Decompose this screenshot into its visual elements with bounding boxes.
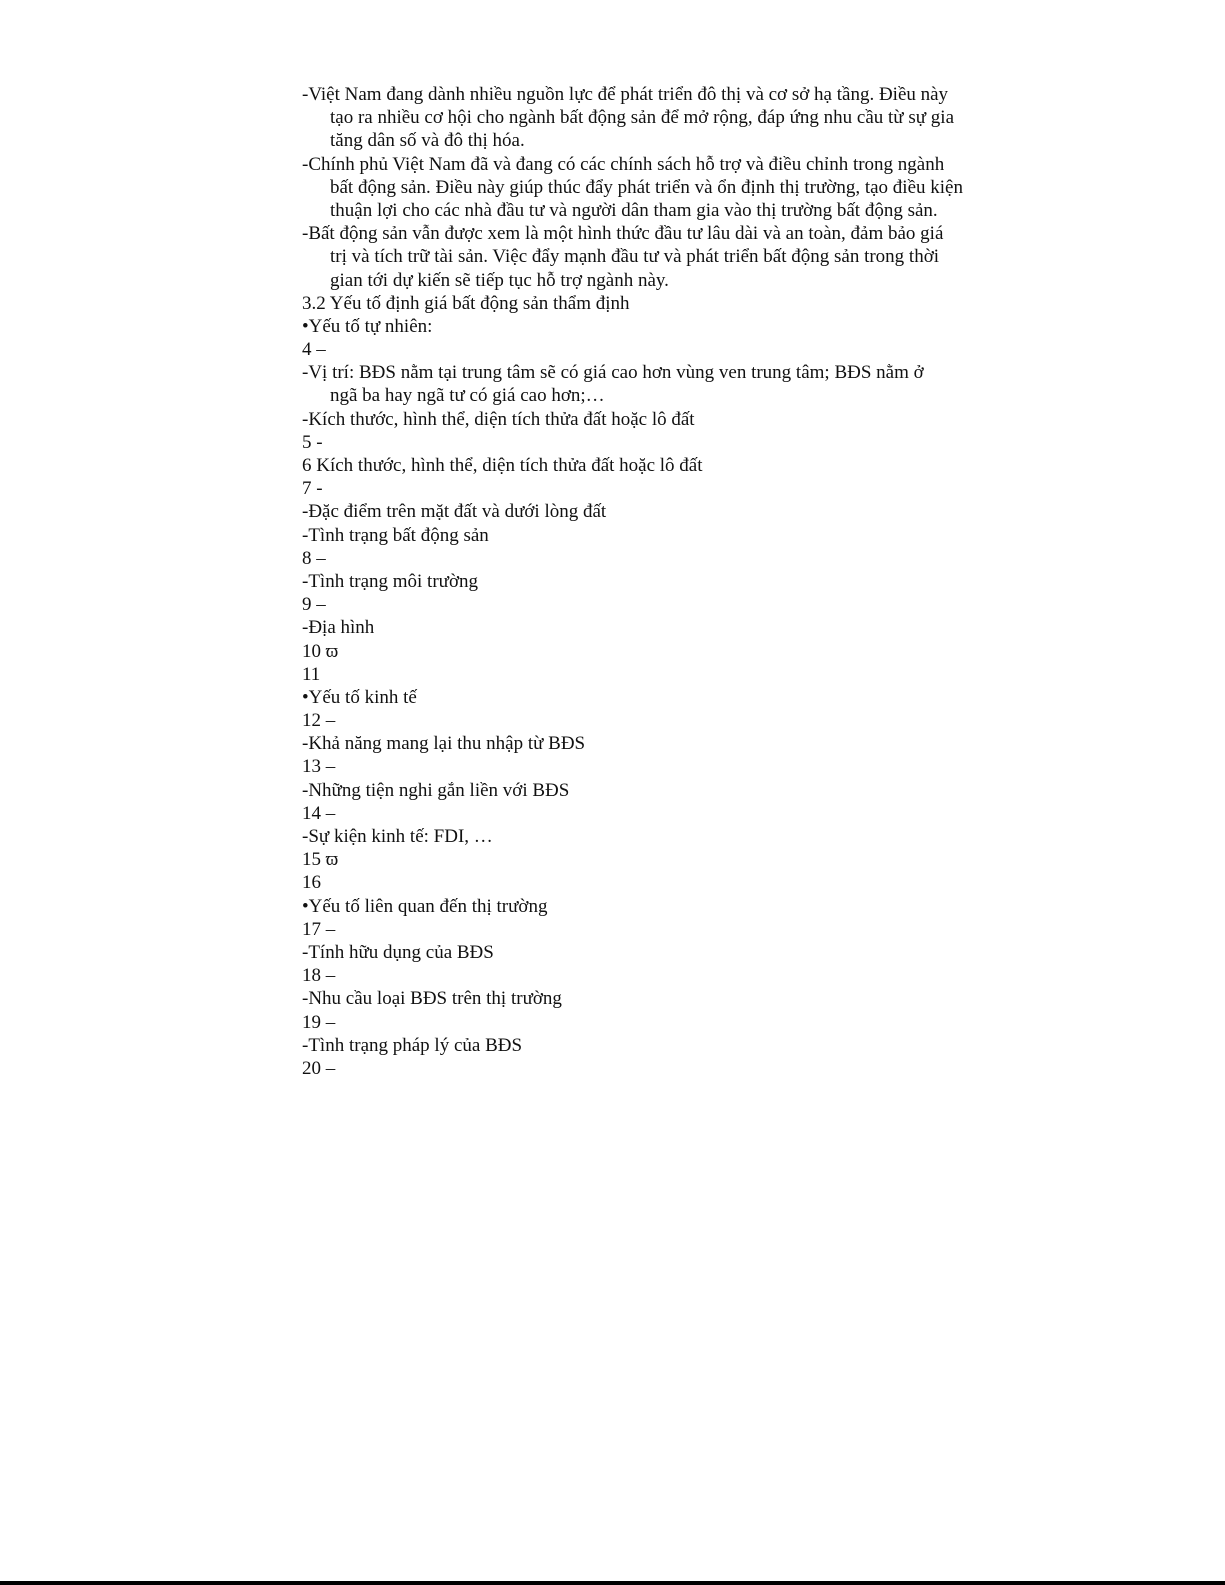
text-line: trị và tích trữ tài sản. Việc đẩy mạnh đầu tư và phát triển bất động sản trong thời [330, 246, 940, 268]
text-line: 8 – [302, 547, 326, 569]
text-line: -Sự kiện kinh tế: FDI, … [302, 826, 493, 847]
text-line: •Yếu tố liên quan đến thị trường [302, 895, 548, 917]
text-line: -Việt Nam đang dành nhiều nguồn lực để phát triển đô thị và cơ sở hạ tầng. Điều này [302, 84, 949, 105]
text-line: 19 – [302, 1011, 336, 1033]
text-line: 13 – [302, 756, 336, 778]
text-line: •Yếu tố tự nhiên: [302, 315, 433, 337]
text-line: -Nhu cầu loại BĐS trên thị trường [302, 988, 562, 1010]
page-bottom-border [0, 1581, 1225, 1585]
text-line: 18 – [302, 965, 336, 987]
document-body [302, 83, 992, 1080]
text-line: bất động sản. Điều này giúp thúc đẩy phát triển và ổn định thị trường, tạo điều kiện [330, 176, 963, 198]
text-line: ngã ba hay ngã tư có giá cao hơn;… [330, 385, 605, 407]
text-line: -Tình trạng bất động sản [302, 524, 489, 546]
text-line: 16 [302, 872, 321, 894]
text-line: -Địa hình [302, 617, 375, 639]
text-line: gian tới dự kiến sẽ tiếp tục hỗ trợ ngành này. [330, 269, 669, 291]
text-line: 6 Kích thước, hình thể, diện tích thửa đất hoặc lô đất [302, 455, 703, 476]
text-line: 9 – [302, 594, 326, 616]
text-line: 7 - [302, 478, 323, 500]
text-line: 15 ϖ [302, 849, 339, 871]
text-line: 4 – [302, 339, 326, 361]
text-line: -Bất động sản vẫn được xem là một hình thức đầu tư lâu dài và an toàn, đảm bảo giá [302, 223, 944, 245]
text-line: 17 – [302, 918, 336, 940]
text-line: -Chính phủ Việt Nam đã và đang có các chính sách hỗ trợ và điều chỉnh trong ngành [302, 153, 945, 175]
text-line: -Kích thước, hình thể, diện tích thửa đất hoặc lô đất [302, 408, 695, 430]
text-line: 14 – [302, 802, 336, 824]
text-line: 5 - [302, 431, 323, 453]
text-line: 10 ϖ [302, 640, 339, 662]
text-line: -Vị trí: BĐS nằm tại trung tâm sẽ có giá cao hơn vùng ven trung tâm; BĐS nằm ở [302, 362, 924, 384]
text-line: 11 [302, 663, 321, 685]
text-line: -Những tiện nghi gắn liền với BĐS [302, 779, 570, 801]
text-line: -Tình trạng môi trường [302, 570, 479, 592]
text-line: tăng dân số và đô thị hóa. [330, 130, 525, 152]
text-line: -Tình trạng pháp lý của BĐS [302, 1034, 523, 1056]
text-line: tạo ra nhiều cơ hội cho ngành bất động sản để mở rộng, đáp ứng nhu cầu từ sự gia [330, 107, 955, 129]
text-line: thuận lợi cho các nhà đầu tư và người dân tham gia vào thị trường bất động sản. [330, 199, 938, 221]
text-line: -Khả năng mang lại thu nhập từ BĐS [302, 733, 586, 755]
text-line: -Tính hữu dụng của BĐS [302, 941, 494, 963]
text-line: •Yếu tố kinh tế [302, 686, 417, 708]
text-line: 12 – [302, 710, 336, 732]
text-line: 20 – [302, 1057, 336, 1079]
text-line: 3.2 Yếu tố định giá bất động sản thẩm định [302, 292, 630, 314]
text-line: -Đặc điểm trên mặt đất và dưới lòng đất [302, 501, 607, 523]
